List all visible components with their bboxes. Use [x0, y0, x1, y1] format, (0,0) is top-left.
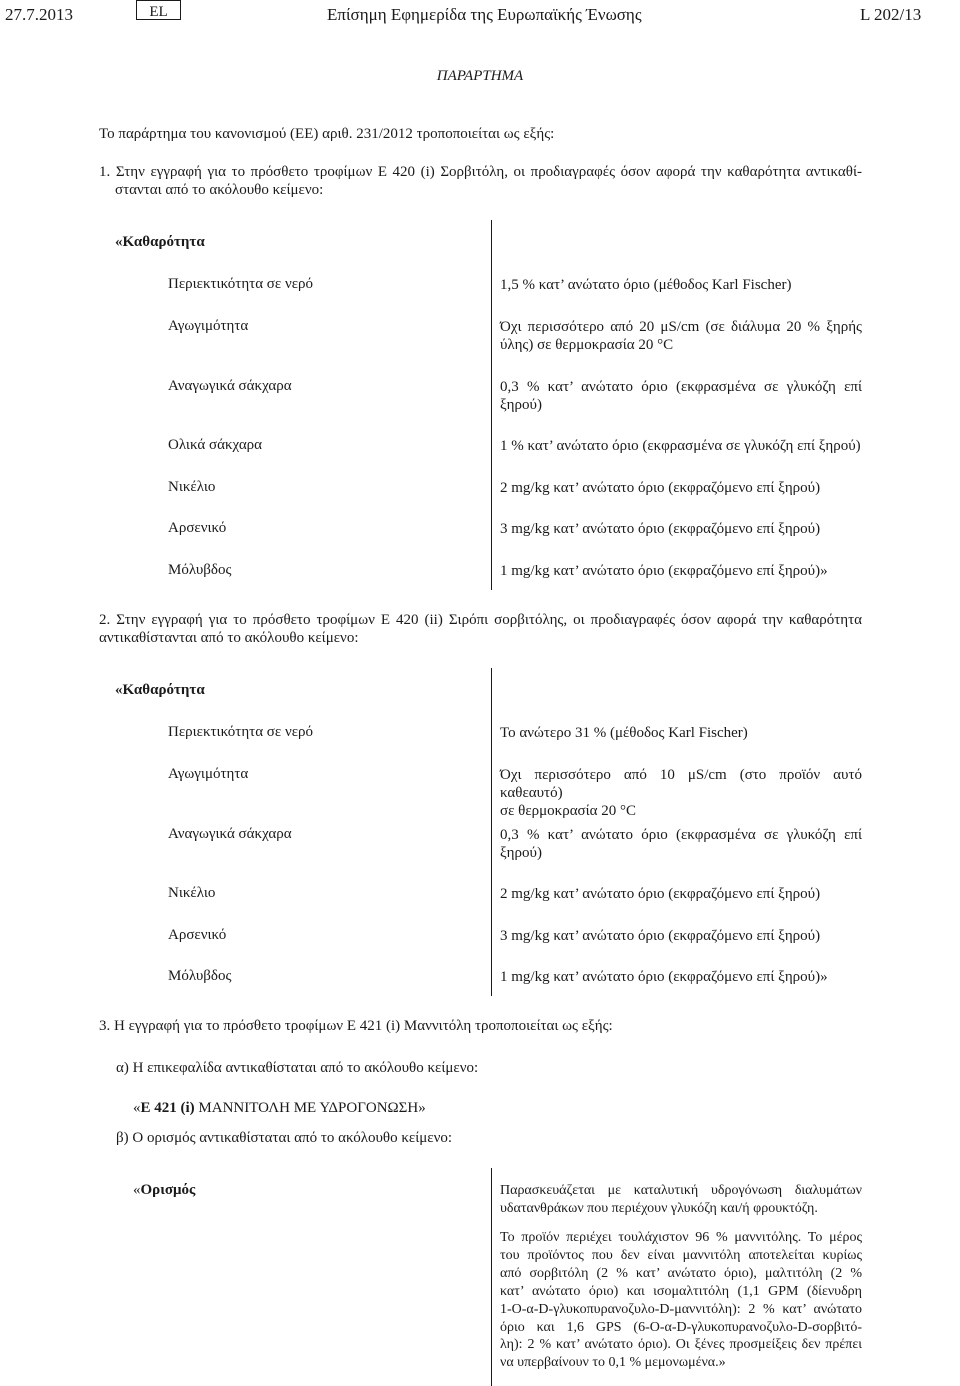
- row-value: 1 mg/kg κατ’ ανώτατο όριο (εκφραζόμενο επί ξηρού)»: [500, 563, 828, 579]
- definition-label: «Ορισμός: [133, 1182, 196, 1198]
- header-date: 27.7.2013: [5, 5, 73, 24]
- row-label: Ολικά σάκχαρα: [168, 437, 263, 453]
- row-value: 1,5 % κατ’ ανώτατο όριο (μέθοδος Karl Fischer): [500, 277, 792, 293]
- definition-paragraph-2: Το προϊόν περιέχει τουλάχιστον 96 % μαννιτόλης. Το μέρος του προϊόντος που δεν είναι μαννιτόλη αποτελείται κυρίως από σορβιτόλη (2 % κατ’ ανώτατο όριο), μαλτιτόλη (2 % κατ’ ανώτατο όριο) και ισομαλτιτόλη (1,1 GPM (δίενυδρη 1-O-α-D-γλυκοπυρανοζυλο-D-μαννιτόλη): 2 % κατ’ ανώτατο όριο και 1,6 GPS (6-O-α-D-γλυκοπυρανοζυλο-D-σορβιτό- λη): 2 % κατ’ ανώτατο όριο). Οι ξένες προσμείξεις δεν πρέπει να υπερβαίνουν το 0,1 % μεμονωμένα.»: [500, 1230, 862, 1371]
- item1-table-heading: «Καθαρότητα: [115, 234, 205, 250]
- row-value: 2 mg/kg κατ’ ανώτατο όριο (εκφραζόμενο επί ξηρού): [500, 480, 821, 496]
- row-value: 1 % κατ’ ανώτατο όριο (εκφρασμένα σε γλυκόζη επί ξηρού): [500, 438, 861, 454]
- row-label: Νικέλιο: [168, 885, 216, 901]
- journal-title: Επίσημη Εφημερίδα της Ευρωπαϊκής Ένωσης: [327, 5, 642, 24]
- row-label: Μόλυβδος: [168, 968, 232, 984]
- row-value: 2 mg/kg κατ’ ανώτατο όριο (εκφραζόμενο επί ξηρού): [500, 886, 821, 902]
- intro-text: Το παράρτημα του κανονισμού (ΕΕ) αριθ. 231/2012 τροποποιείται ως εξής:: [99, 126, 555, 142]
- row-label: Αναγωγικά σάκχαρα: [168, 826, 292, 842]
- row-value: Όχι περισσότερο από 10 μS/cm (στο προϊόν αυτό καθεαυτό) σε θερμοκρασία 20 °C: [500, 767, 862, 819]
- row-label: Νικέλιο: [168, 479, 216, 495]
- item2-column-divider: [491, 668, 492, 996]
- row-label: Αναγωγικά σάκχαρα: [168, 378, 292, 394]
- row-label: Περιεκτικότητα σε νερό: [168, 724, 314, 740]
- item1-text-line1: 1. Στην εγγραφή για το πρόσθετο τροφίμων E 420 (i) Σορβιτόλη, οι προδιαγραφές όσον αφορά την καθαρότητα αντικαθί-: [99, 164, 862, 180]
- row-value: 0,3 % κατ’ ανώτατο όριο (εκφρασμένα σε γλυκόζη επί ξηρού): [500, 379, 862, 413]
- annex-title: ΠΑΡΑΡΤΗΜΑ: [436, 68, 524, 84]
- item3-sub-b: β) Ο ορισμός αντικαθίσταται από το ακόλουθο κείμενο:: [116, 1130, 453, 1146]
- item2-text-line1: 2. Στην εγγραφή για το πρόσθετο τροφίμων E 420 (ii) Σιρόπι σορβιτόλης, οι προδιαγραφές όσον αφορά την καθαρότητα: [99, 612, 862, 628]
- row-label: Μόλυβδος: [168, 562, 232, 578]
- row-value: 3 mg/kg κατ’ ανώτατο όριο (εκφραζόμενο επί ξηρού): [500, 928, 821, 944]
- item1-text-line2: στανται από το ακόλουθο κείμενο:: [115, 182, 324, 198]
- item1-column-divider: [491, 220, 492, 590]
- item2-text-line2: αντικαθίστανται από το ακόλουθο κείμενο:: [99, 630, 359, 646]
- row-label: Αγωγιμότητα: [168, 318, 249, 334]
- definition-paragraph-1: Παρασκευάζεται με καταλυτική υδρογόνωση διαλυμάτων υδατανθράκων που περιέχουν γλυκόζη και/ή φρουκτόζη.: [500, 1183, 862, 1216]
- page-reference: L 202/13: [860, 5, 922, 24]
- item3-text: 3. Η εγγραφή για το πρόσθετο τροφίμων E 421 (i) Μαννιτόλη τροποποιείται ως εξής:: [99, 1018, 613, 1034]
- row-value: 3 mg/kg κατ’ ανώτατο όριο (εκφραζόμενο επί ξηρού): [500, 521, 821, 537]
- item3-sub-a: α) Η επικεφαλίδα αντικαθίσταται από το ακόλουθο κείμενο:: [116, 1060, 479, 1076]
- language-code: EL: [149, 4, 168, 20]
- row-label: Περιεκτικότητα σε νερό: [168, 276, 314, 292]
- new-heading: «E 421 (i) ΜΑΝΝΙΤΟΛΗ ΜΕ ΥΔΡΟΓΟΝΩΣΗ»: [133, 1100, 426, 1116]
- definition-column-divider: [491, 1168, 492, 1386]
- item2-table-heading: «Καθαρότητα: [115, 682, 205, 698]
- row-value: 1 mg/kg κατ’ ανώτατο όριο (εκφραζόμενο επί ξηρού)»: [500, 969, 828, 985]
- row-value: Το ανώτερο 31 % (μέθοδος Karl Fischer): [500, 725, 748, 741]
- row-label: Αγωγιμότητα: [168, 766, 249, 782]
- row-label: Αρσενικό: [168, 520, 227, 536]
- language-badge: [136, 0, 181, 20]
- row-label: Αρσενικό: [168, 927, 227, 943]
- row-value: 0,3 % κατ’ ανώτατο όριο (εκφρασμένα σε γλυκόζη επί ξηρού): [500, 827, 862, 861]
- row-value: Όχι περισσότερο από 20 μS/cm (σε διάλυμα 20 % ξηρής ύλης) σε θερμοκρασία 20 °C: [500, 319, 862, 353]
